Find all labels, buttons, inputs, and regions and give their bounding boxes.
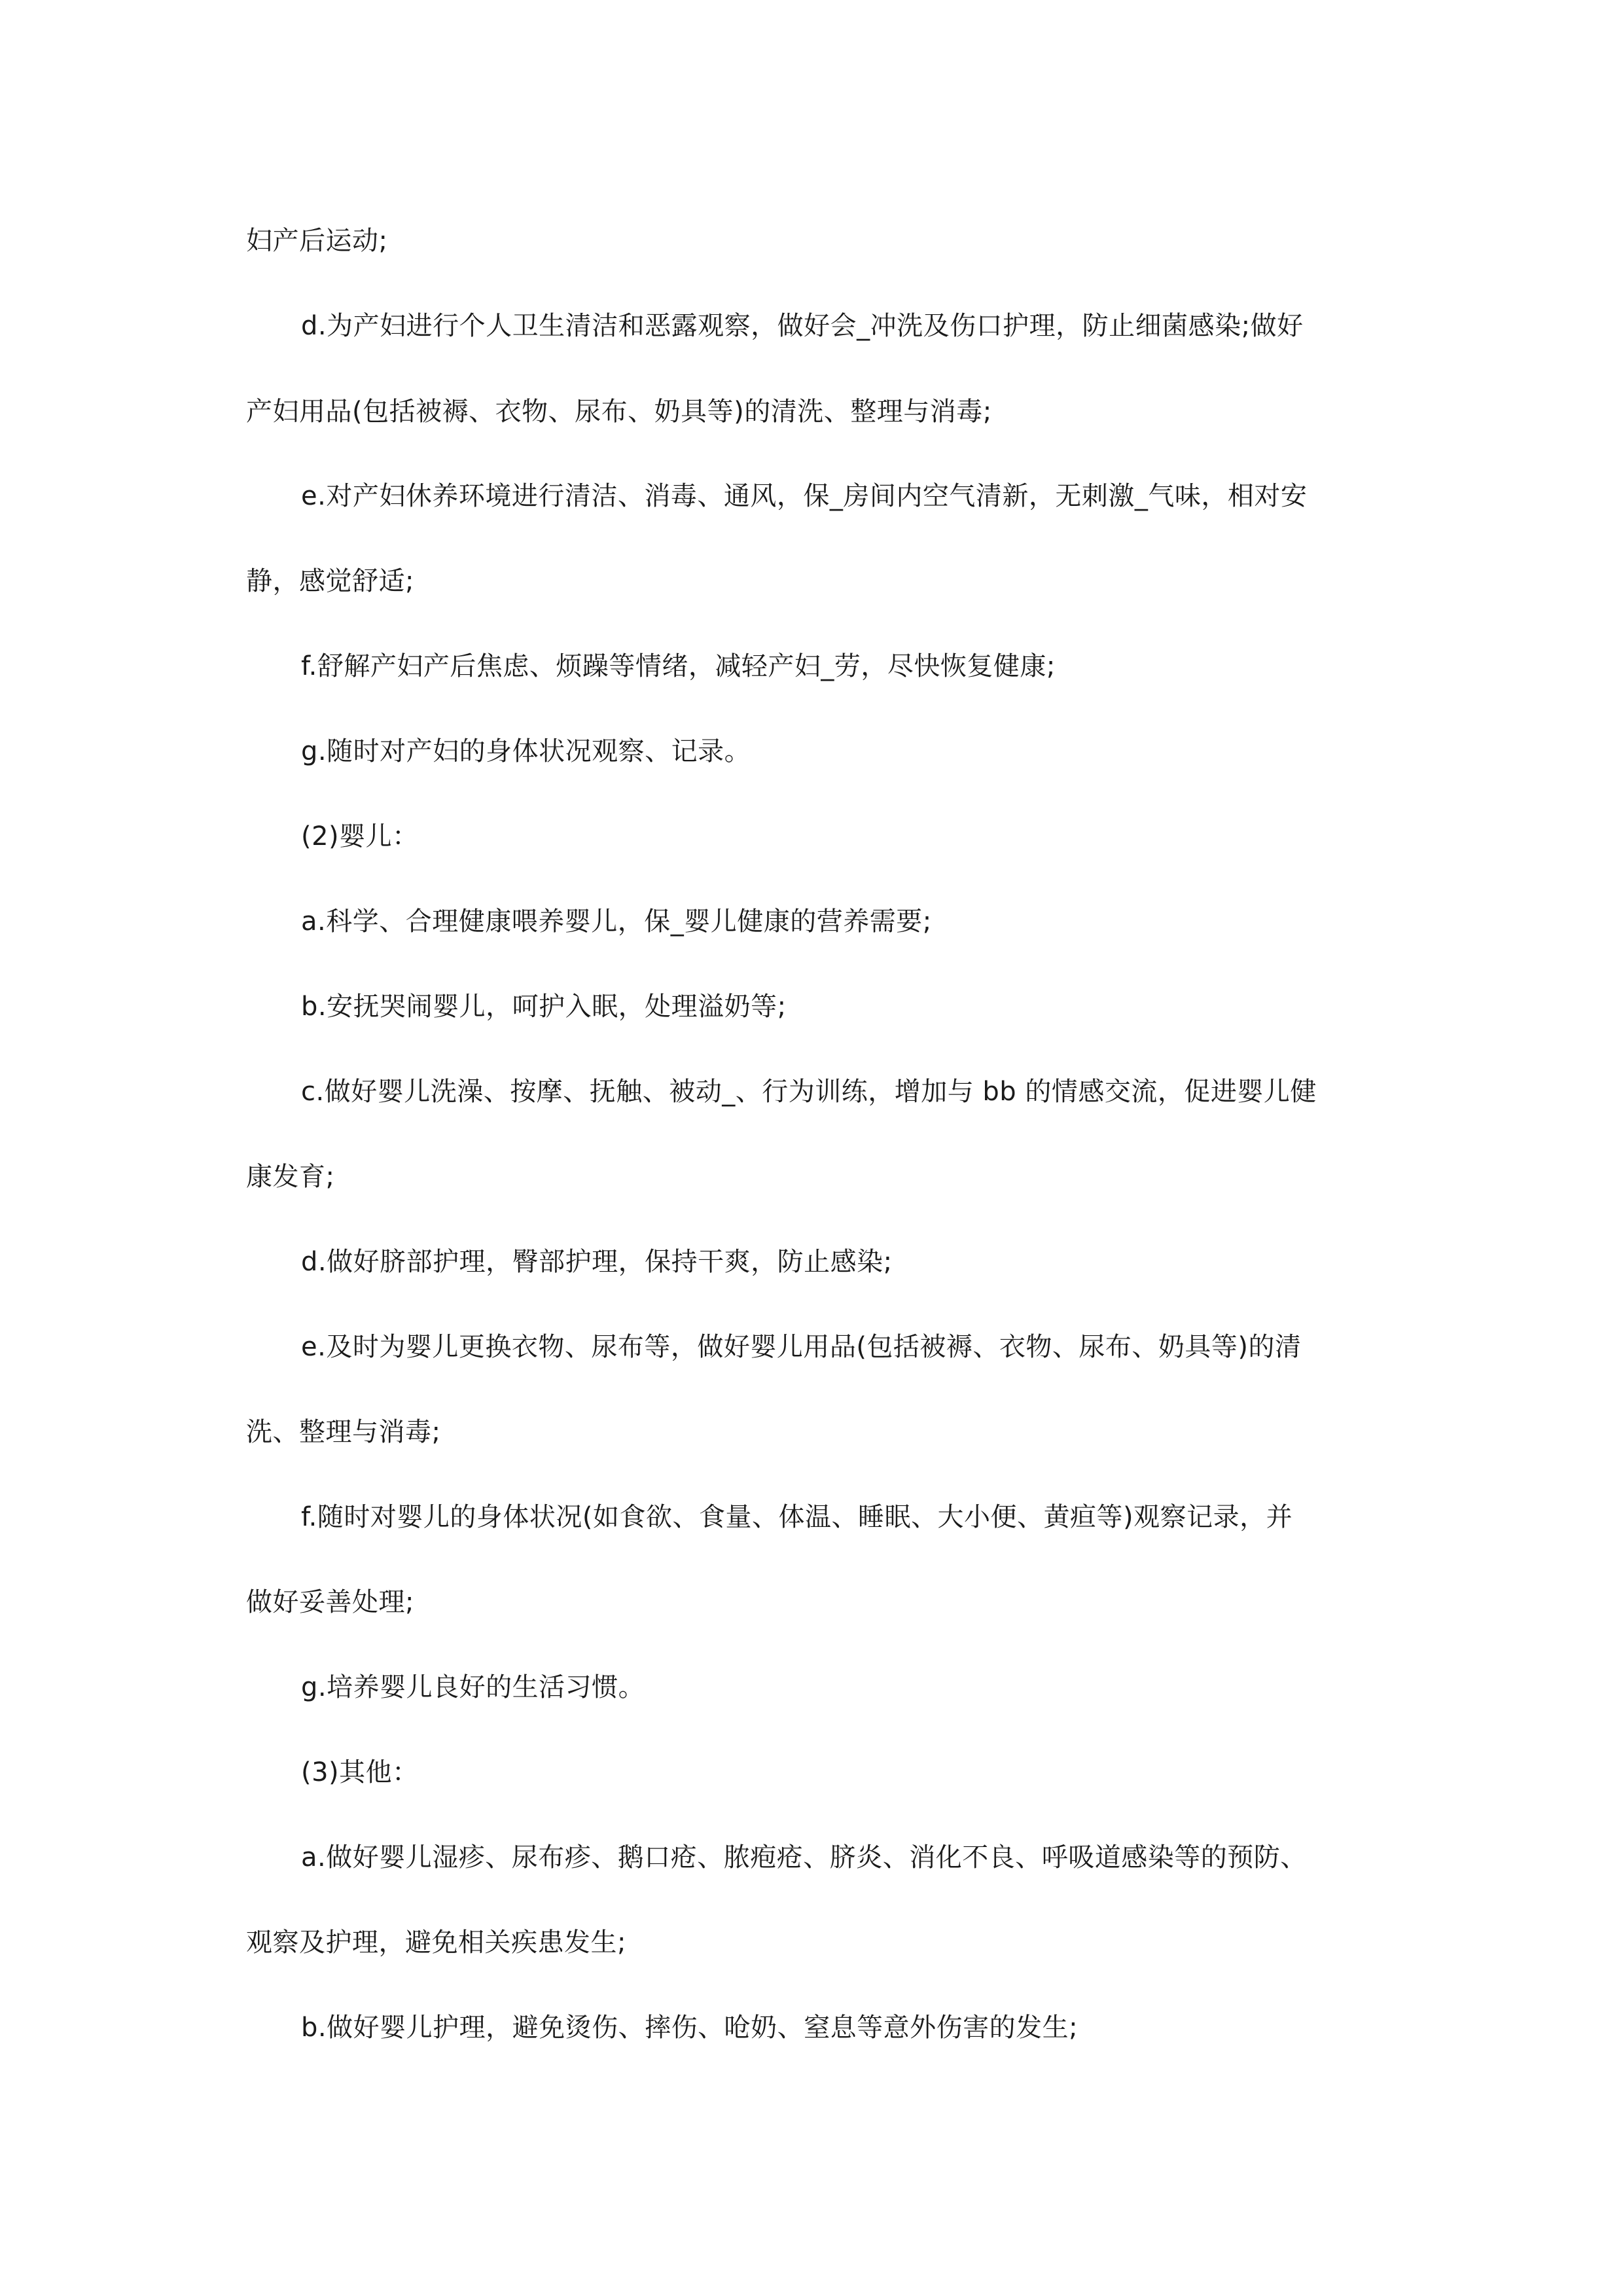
text-line: 静，感觉舒适; <box>246 566 414 596</box>
text-line: b.安抚哭闹婴儿，呵护入眠，处理溢奶等; <box>301 992 787 1022</box>
text-line: 康发育; <box>246 1162 335 1192</box>
text-line: (3)其他： <box>301 1757 419 1787</box>
text-line: 观察及护理，避免相关疾患发生; <box>246 1928 626 1958</box>
text-line: e.及时为婴儿更换衣物、尿布等，做好婴儿用品(包括被褥、衣物、尿布、奶具等)的清 <box>301 1332 1302 1362</box>
text-line: a.做好婴儿湿疹、尿布疹、鹅口疮、脓疱疮、脐炎、消化不良、呼吸道感染等的预防、 <box>301 1842 1307 1873</box>
text-line: a.科学、合理健康喂养婴儿，保_婴儿健康的营养需要; <box>301 906 932 937</box>
text-line: 洗、整理与消毒; <box>246 1417 441 1447</box>
text-line: g.培养婴儿良好的生活习惯。 <box>301 1672 645 1702</box>
text-line: e.对产妇休养环境进行清洁、消毒、通风，保_房间内空气清新，无刺激_气味，相对安 <box>301 481 1308 511</box>
text-line: f.随时对婴儿的身体状况(如食欲、食量、体温、睡眠、大小便、黄疸等)观察记录，并 <box>301 1502 1293 1532</box>
text-line: c.做好婴儿洗澡、按摩、抚触、被动_、行为训练，增加与 bb 的情感交流，促进婴儿健 <box>301 1077 1317 1107</box>
text-line: 做好妥善处理; <box>246 1587 414 1617</box>
text-line: d.做好脐部护理，臀部护理，保持干爽，防止感染; <box>301 1247 893 1277</box>
text-line: b.做好婴儿护理，避免烫伤、摔伤、呛奶、窒息等意外伤害的发生; <box>301 2013 1079 2043</box>
text-line: d.为产妇进行个人卫生清洁和恶露观察，做好会_冲洗及伤口护理，防止细菌感染;做好 <box>301 311 1304 341</box>
text-line: f.舒解产妇产后焦虑、烦躁等情绪，减轻产妇_劳，尽快恢复健康; <box>301 651 1056 681</box>
text-line: g.随时对产妇的身体状况观察、记录。 <box>301 736 751 766</box>
text-line: (2)婴儿： <box>301 821 419 852</box>
text-line: 妇产后运动; <box>246 226 388 256</box>
text-line: 产妇用品(包括被褥、衣物、尿布、奶具等)的清洗、整理与消毒; <box>246 397 992 427</box>
